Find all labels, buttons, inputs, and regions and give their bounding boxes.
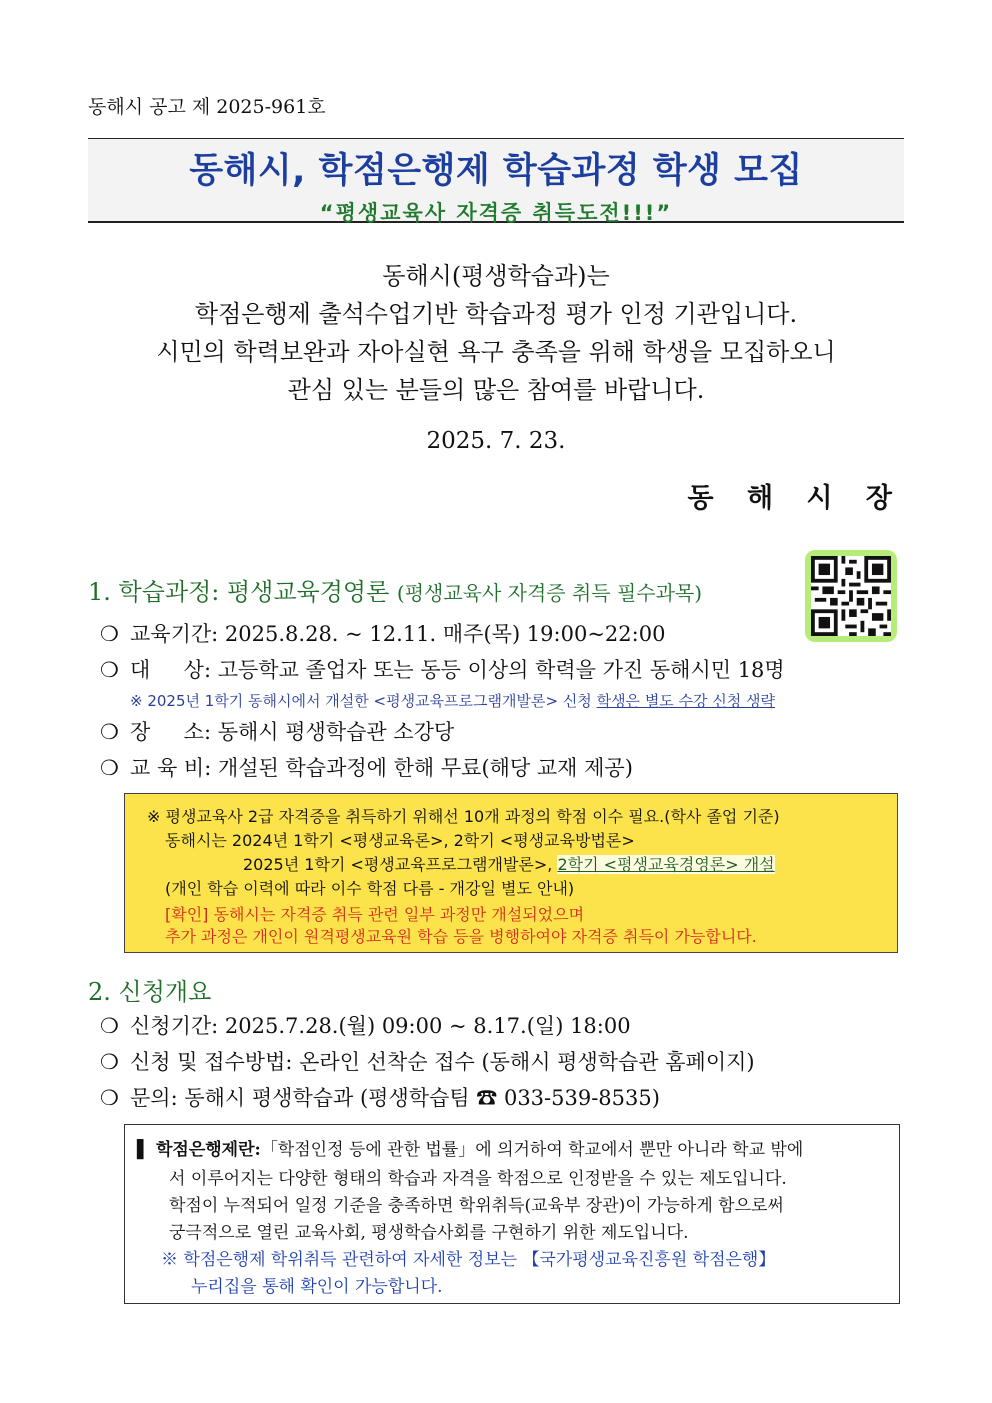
yellow-line-2: 동해시는 2024년 1학기 <평생교육론>, 2학기 <평생교육방법론> (165, 831, 635, 850)
section1-item-period: ❍ 교육기간: 2025.8.28. ~ 12.11. 매주(목) 19:00~22:00 (100, 622, 666, 646)
yellow-line-6: 추가 과정은 개인이 원격평생교육원 학습 등을 병행하여야 자격증 취득이 가능합니다. (165, 927, 757, 946)
yellow-line-3: 2025년 1학기 <평생교육프로그램개발론>, 2학기 <평생교육경영론> 개설 (243, 855, 775, 874)
info-line-3: 학점이 누적되어 일정 기준을 충족하면 학위취득(교육부 장관)이 가능하게 함으로써 (169, 1196, 784, 1216)
bullet-circle-icon: ❍ (100, 1050, 119, 1074)
certificate-notice-box (124, 793, 898, 953)
section1-item-place: ❍ 장 소: 동해시 평생학습관 소강당 (100, 720, 455, 744)
info-line-4: 궁극적으로 열린 교육사회, 평생학습사회를 구현하기 위한 제도입니다. (169, 1223, 689, 1243)
bullet-circle-icon: ❍ (100, 1014, 119, 1038)
intro-line-4: 관심 있는 분들의 많은 참여를 바랍니다. (287, 376, 705, 404)
qr-code[interactable] (805, 550, 897, 642)
notice-number: 동해시 공고 제 2025-961호 (88, 96, 326, 118)
yellow-line-5: [확인] 동해시는 자격증 취득 관련 일부 과정만 개설되었으며 (165, 905, 585, 924)
section1-title: 1. 학습과정: 평생교육경영론 (88, 578, 390, 606)
bullet-circle-icon: ❍ (100, 756, 119, 780)
page-title: 동해시, 학점은행제 학습과정 학생 모집 (189, 151, 803, 191)
yellow-line-4: (개인 학습 이력에 따라 이수 학점 다름 - 개강일 별도 안내) (165, 879, 575, 898)
mayor-signature: 동 해 시 장 (687, 483, 904, 514)
section1-subtitle: (평생교육사 자격증 취득 필수과목) (396, 581, 703, 605)
qr-code-icon (811, 556, 891, 636)
intro-line-3: 시민의 학력보완과 자아실현 욕구 충족을 위해 학생을 모집하오니 (156, 338, 836, 366)
bullet-circle-icon: ❍ (100, 622, 119, 646)
title-banner (88, 138, 904, 223)
section2-item-contact: ❍ 문의: 동해시 평생학습과 (평생학습팀 ☎ 033-539-8535) (100, 1086, 660, 1110)
yellow-line-3-highlight: 2학기 <평생교육경영론> 개설 (557, 855, 775, 874)
section2-item-method: ❍ 신청 및 접수방법: 온라인 선착순 접수 (동해시 평생학습관 홈페이지) (100, 1050, 755, 1074)
bullet-circle-icon: ❍ (100, 720, 119, 744)
info-term: ▌ 학점은행제란: (137, 1140, 261, 1160)
yellow-line-1: ※ 평생교육사 2급 자격증을 취득하기 위해선 10개 과정의 학점 이수 필요.(학사 졸업 기준) (147, 807, 780, 826)
section1-heading (88, 572, 702, 607)
section2-item-period: ❍ 신청기간: 2025.7.28.(월) 09:00 ~ 8.17.(일) 18:00 (100, 1014, 631, 1038)
section2-heading: 2. 신청개요 (88, 978, 212, 1006)
intro-line-1: 동해시(평생학습과)는 (382, 262, 610, 290)
info-line-6: 누리집을 통해 확인이 가능합니다. (191, 1277, 443, 1297)
info-line-2: 서 이루어지는 다양한 형태의 학습과 자격을 학점으로 인정받을 수 있는 제도입니다. (169, 1169, 787, 1189)
bullet-circle-icon: ❍ (100, 658, 119, 682)
section1-item-fee: ❍ 교 육 비: 개설된 학습과정에 한해 무료(해당 교재 제공) (100, 756, 633, 780)
page-subtitle: “평생교육사 자격증 취득도전!!!” (319, 201, 673, 225)
notice-date: 2025. 7. 23. (426, 428, 566, 454)
section1-note: ※ 2025년 1학기 동해시에서 개설한 <평생교육프로그램개발론> 신청 학생은 별도 수강 신청 생략 (130, 692, 776, 710)
bullet-circle-icon: ❍ (100, 1086, 119, 1110)
info-line-1: ▌ 학점은행제란:「학점인정 등에 관한 법률」에 의거하여 학교에서 뿐만 아니라 학교 밖에 (137, 1140, 804, 1160)
info-line-5: ※ 학점은행제 학위취득 관련하여 자세한 정보는 【국가평생교육진흥원 학점은행】 (161, 1250, 776, 1270)
credit-bank-info-box (124, 1124, 900, 1304)
section1-note-underlined: 학생은 별도 수강 신청 생략 (596, 692, 776, 710)
section1-item-target: ❍ 대 상: 고등학교 졸업자 또는 동등 이상의 학력을 가진 동해시민 18명 (100, 658, 785, 682)
intro-line-2: 학점은행제 출석수업기반 학습과정 평가 인정 기관입니다. (194, 300, 798, 328)
